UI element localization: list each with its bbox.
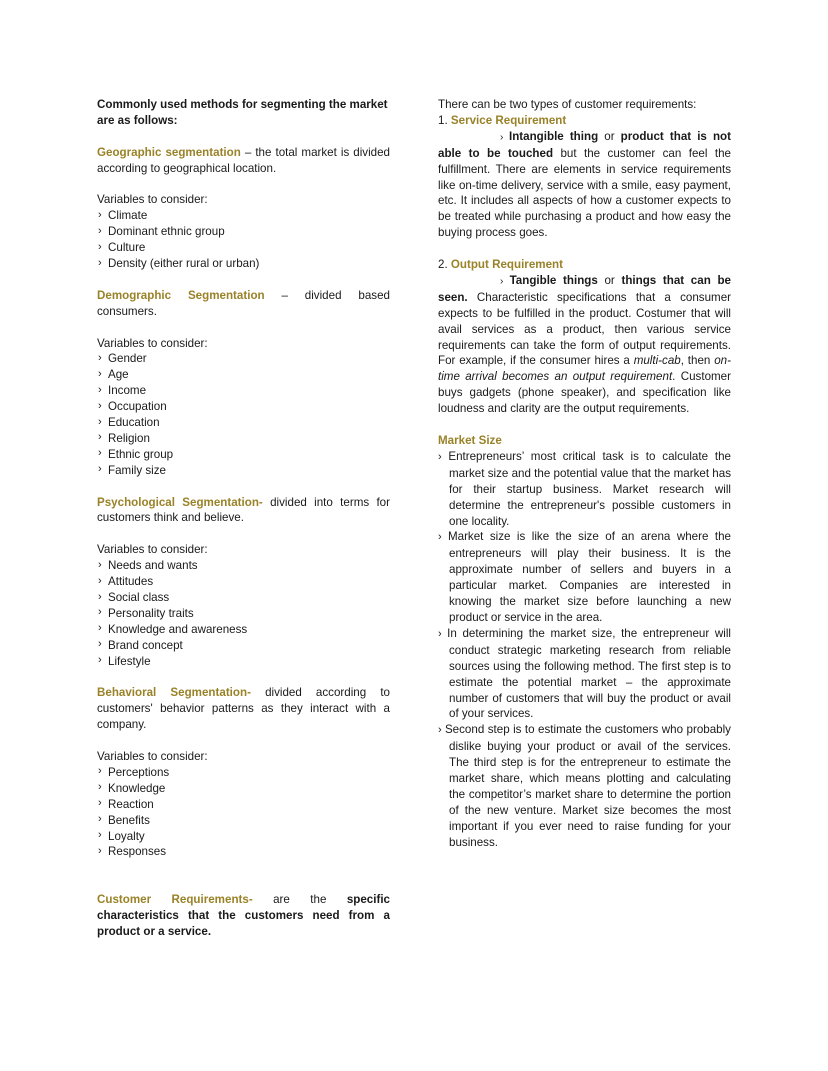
list-item: › Dominant ethnic group — [97, 224, 390, 240]
requirement-1-number: 1. — [438, 113, 451, 127]
requirement-2-heading — [438, 257, 731, 273]
vars-list-demographic — [97, 351, 390, 478]
section-psychological-segmentation — [97, 495, 390, 527]
list-item: › Needs and wants — [97, 558, 390, 574]
vars-list-behavioral — [97, 765, 390, 860]
requirement-2-normal-2: Characteristic specifications that a consumer expects to be fulfilled in the product. Costumer that will avail services as a product, then various service requirements can take the form of output requirements. For example, if the consumer hires a — [438, 290, 731, 368]
two-column-body — [97, 97, 731, 940]
requirement-2-title: Output Requirement — [450, 258, 563, 272]
spacer — [97, 272, 390, 288]
list-item: › Benefits — [97, 813, 390, 829]
list-item: › Ethnic group — [97, 447, 390, 463]
section-desc-behavioral: divided according to customers' behavior patterns as they interact with a company. — [97, 686, 390, 732]
list-item: › Knowledge — [97, 781, 390, 797]
list-item: › Gender — [97, 351, 390, 367]
right-column — [438, 97, 731, 940]
list-item: › Personality traits — [97, 606, 390, 622]
section-customer-requirements — [97, 892, 390, 940]
requirement-2-italic-1: multi-cab — [633, 354, 681, 368]
market-size-bullet-1: › Entrepreneurs’ most critical task is to calculate the market size and the potential value that the market has for their startup business. Market research will determine the entrepreneur's possible customers in one locality. — [438, 449, 731, 530]
list-item: › Lifestyle — [97, 654, 390, 670]
list-item: › Occupation — [97, 399, 390, 415]
spacer — [438, 417, 731, 433]
list-item: › Attitudes — [97, 574, 390, 590]
requirement-1-normal-1: or — [598, 129, 621, 143]
section-desc-demographic: – divided based consumers. — [97, 288, 390, 318]
vars-label-geographic: Variables to consider: — [97, 193, 208, 207]
list-item: › Climate — [97, 208, 390, 224]
list-item: › Family size — [97, 463, 390, 479]
spacer — [438, 241, 731, 257]
list-item: › Perceptions — [97, 765, 390, 781]
list-item: › Education — [97, 415, 390, 431]
list-item: › Age — [97, 367, 390, 383]
section-desc-psychological: divided into terms for customers think and believe. — [97, 495, 390, 525]
requirement-2-italic-2: on-time arrival becomes an output requirement — [438, 354, 731, 384]
left-column — [97, 97, 390, 940]
vars-label-behavioral: Variables to consider: — [97, 750, 208, 764]
spacer — [97, 526, 390, 542]
spacer — [97, 876, 390, 892]
requirement-2-normal-1: or — [597, 273, 622, 287]
section-behavioral-segmentation — [97, 685, 390, 733]
requirement-2-normal-3: , then — [680, 354, 715, 368]
customer-requirements-text-normal: are the — [252, 893, 347, 907]
requirement-2-body — [438, 273, 731, 417]
spacer — [97, 670, 390, 686]
list-item: › Income — [97, 383, 390, 399]
requirement-1-bold-2: product that is not able to be touched — [438, 129, 731, 160]
list-item: › Social class — [97, 590, 390, 606]
requirement-1-bold-1: Intangible thing — [508, 129, 599, 143]
vars-label-demographic: Variables to consider: — [97, 336, 208, 350]
segmentation-methods-heading-text: Commonly used methods for segmenting the market are as follows: — [97, 98, 388, 127]
vars-list-psychological — [97, 558, 390, 669]
list-item: › Loyalty — [97, 829, 390, 845]
customer-requirements-intro: There can be two types of customer requirements: — [438, 98, 697, 111]
market-size-bullet-4: › Second step is to estimate the customers who probably dislike buying your product or avail of the services. The third step is for the entrepreneur to estimate the market share, which means plotting and calculating the competitor’s market share to determine the portion of the new venture. Market size becomes the most important if you ever need to raise funding for your business. — [438, 722, 731, 850]
spacer — [97, 733, 390, 749]
list-item: › Knowledge and awareness — [97, 622, 390, 638]
requirement-2-bold-1: Tangible things — [509, 273, 598, 287]
requirement-2-number: 2. — [438, 258, 451, 272]
requirement-1-normal-2: but the customer can feel the fulfillment. There are elements in service requirements like on-time delivery, service with a smile, easy payment, etc. It includes all aspects of how a customer expects to be treated while purchasing a product and how easy the buying process goes. — [438, 146, 731, 240]
market-size-heading — [438, 433, 731, 449]
list-item: › Brand concept — [97, 638, 390, 654]
market-size-bullet-2: › Market size is like the size of an arena where the entrepreneurs will play their business. It is the approximate number of sellers and buyers in a particular market. Companies are interested in knowing the market size before launching a new product or service in the area. — [438, 529, 731, 625]
section-title-behavioral: Behavioral Segmentation- — [97, 686, 251, 700]
requirement-2-normal-4: . Customer buys gadgets (phone speaker), and specification like loudness and clarity are the output requirements. — [438, 370, 731, 416]
section-demographic-segmentation — [97, 288, 390, 320]
bullet-icon: › — [500, 131, 509, 143]
section-title-demographic: Demographic Segmentation — [97, 288, 265, 302]
spacer — [97, 860, 390, 876]
vars-label-psychological: Variables to consider: — [97, 543, 208, 557]
vars-list-geographic — [97, 208, 390, 272]
market-size-title: Market Size — [438, 434, 502, 447]
market-size-bullet-3: › In determining the market size, the entrepreneur will conduct strategic marketing research from reliable sources using the following method. The first step is to estimate the potential market – the approximate number of customers that will buy the product or avail of your services. — [438, 626, 731, 722]
list-item: › Responses — [97, 844, 390, 860]
requirement-1-title: Service Requirement — [450, 113, 567, 127]
requirement-1-heading — [438, 113, 731, 129]
spacer — [97, 129, 390, 145]
requirement-1-body — [438, 129, 731, 241]
section-title-psychological: Psychological Segmentation- — [97, 495, 263, 509]
list-item: › Religion — [97, 431, 390, 447]
section-title-customer-requirements: Customer Requirements- — [97, 893, 253, 907]
spacer — [97, 479, 390, 495]
customer-requirements-text-bold: specific characteristics that the customers need from a product or a service. — [97, 893, 390, 938]
list-item: › Density (either rural or urban) — [97, 256, 390, 272]
spacer — [97, 177, 390, 193]
section-desc-geographic: – the total market is divided according to geographical location. — [97, 145, 390, 175]
section-geographic-segmentation — [97, 145, 390, 177]
list-item: › Reaction — [97, 797, 390, 813]
list-item: › Culture — [97, 240, 390, 256]
bullet-icon: › — [500, 275, 510, 287]
spacer — [97, 320, 390, 336]
requirement-2-bold-2: things that can be seen. — [438, 273, 731, 304]
section-title-geographic: Geographic segmentation — [97, 145, 241, 159]
segmentation-methods-heading — [97, 97, 390, 129]
